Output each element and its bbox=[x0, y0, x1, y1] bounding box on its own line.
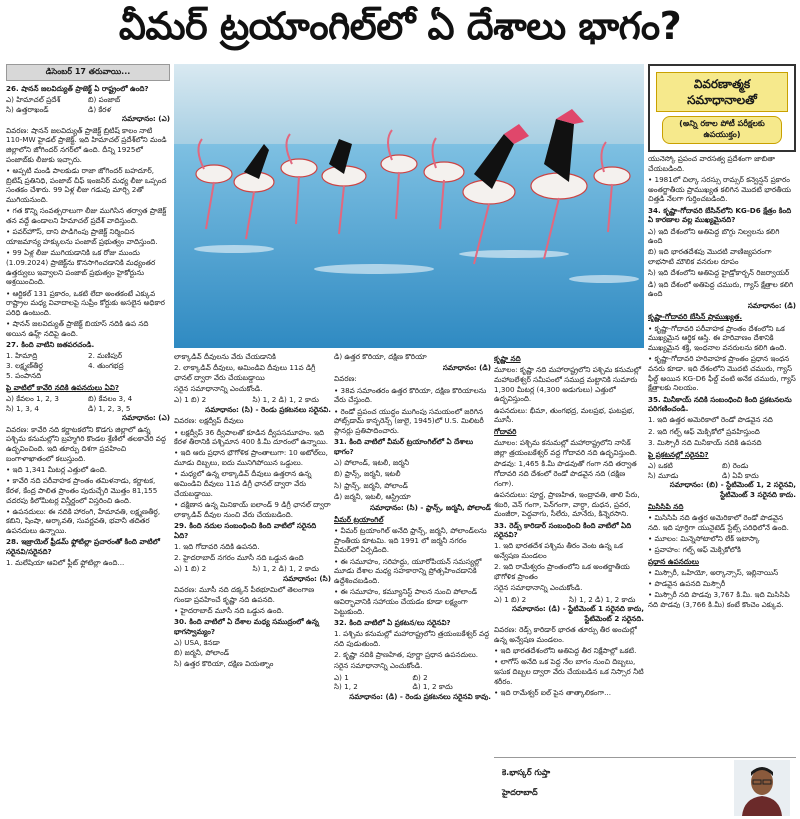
paragraph: ఎ) ఇది దేశంలోని అతిపెద్ద బొగ్గు నిల్వలను కలిగి ఉంది bbox=[648, 226, 780, 246]
option-text: ఎ) ఒకటి bbox=[648, 460, 673, 470]
question: 34. కృష్ణా-గోదావరి బేసిన్‌లోని KG-D6 క్షేత్రం కింది ఏ కారణాల వల్ల ముఖ్యమైనది? bbox=[648, 205, 792, 225]
paragraph: వివరణ: రెడ్స్ కారిడార్ భారత తూర్పు తీర అంచుల్లో ఉన్న అన్వేషణ మండలం. bbox=[494, 625, 637, 644]
paragraph: డి) ఇది దేశంలో అతిపెద్ద చమురు, గ్యాస్ క్షేత్రాల కలిగి ఉంది bbox=[648, 279, 794, 299]
question: 32. కింది వాటిలో ఏ ప్రకటన/లు సరైనవి? bbox=[334, 617, 451, 627]
question: 26. షానన్ జలవిద్యుత్ ప్రాజెక్ట్ ఏ రాష్ట్రంలో ఉంది? bbox=[6, 83, 149, 93]
paragraph: ఎ) పోలాండ్, ఇటలీ, జర్మనీ bbox=[334, 458, 409, 468]
option-text: ఎ) హిమాచల్ ప్రదేశ్ bbox=[6, 95, 61, 105]
paragraph: ఉపనదులు: పూర్ణ, ప్రాణహిత, ఇంద్రావతి, తాలి పేరు, శబరి, వెన్ గంగా, పెన్‌గంగా, వార్ధా, దుధన, ప్రవర, మంజీరా, పెద్దవాగు, సీలేరు, మానేరు, కిన్నెరసాని. bbox=[494, 489, 640, 519]
paragraph: సరైన సమాధానాన్ని ఎంచుకోండి. bbox=[334, 661, 423, 671]
option-text: సి) 1, 3, 4 bbox=[6, 403, 39, 413]
paragraph: మూలం: పశ్చిమ కనుమల్లో మహారాష్ట్రలోని నాసిక్ జిల్లా త్రయంబకేశ్వర్ వద్ద గోదావరి నది ఉద్భవిస్తుంది. bbox=[494, 438, 638, 457]
option-row bbox=[648, 461, 796, 471]
option-text: డి) 1, 2 కాదు bbox=[412, 682, 453, 692]
column-5-body bbox=[648, 154, 796, 610]
paragraph: 2. హైదరాబాద్ నగరం మూసీ నది ఒడ్డున ఉంది bbox=[174, 553, 304, 563]
paragraph: • మిస్సౌరీ, ఒహియో, అర్కాన్సాస్, ఇల్లినాయిస్ bbox=[648, 568, 779, 578]
question: 29. కింది నదుల సంబంధించి కింది వాటిలో సరైనది ఏది? bbox=[174, 521, 317, 540]
option-text: బి) కేవలం 3, 4 bbox=[88, 393, 133, 403]
option-text: 1. హిమాద్రి bbox=[6, 351, 38, 361]
option-text: ఎ) 1 bbox=[334, 672, 349, 682]
paragraph: • ఇది భారతదేశంలోని అతిపెద్ద తీర నిక్షేపాల్లో ఒకటి. bbox=[494, 646, 637, 656]
paragraph: • వీమర్ ట్రయాంగిల్ అనేది ఫ్రాన్స్, జర్మనీ, పోలాండ్‌లను ప్రాంతీయ కూటమి. ఇది 1991 లో జర్మనీ నగరం వీమర్‌లో ఏర్పడింది. bbox=[334, 526, 487, 555]
date-box: డిసెంబర్ 17 తరువాయి... bbox=[6, 64, 170, 81]
info-box-title: వివరణాత్మక సమాధానాలతో bbox=[656, 72, 788, 112]
option-text: సి) 1, 2 డి) 1, 2 కాదు bbox=[252, 395, 319, 405]
option-row bbox=[6, 105, 170, 115]
paragraph: సి) ఉత్తర కొరియా, దక్షిణ వియత్నాం bbox=[174, 659, 274, 669]
option-row bbox=[6, 404, 170, 414]
option-text: బి) 2 bbox=[412, 672, 428, 682]
column-3-body bbox=[334, 352, 491, 702]
question: 35. మినీకాయ్ నదికి సంబంధించి కింది ప్రకటనలను పరిగణించండి. bbox=[648, 394, 792, 414]
paragraph: • రెండో ప్రపంచ యుద్ధం ముగింపు సమయంలో జరిగిన పోట్స్‌డామ్ కాన్ఫరెన్స్ (జులై, 1945)లో U.S. మిలిటరీ ప్లానర్లు ప్రతిపాదించారు. bbox=[334, 406, 484, 436]
question: 27. కింది వాటిని జతపరచండి. bbox=[6, 340, 95, 350]
paragraph: • ఇది ఆరు ప్రధాన భౌగోళిక ప్రాంతాలుగా: 10 అటోల్‌లు, మూడు దిబ్బలు, ఐదు మునిగిపోయిన ఒడ్డులు. bbox=[174, 448, 328, 468]
paragraph: • ఇది 1,341 మీటర్ల ఎత్తులో ఉంది. bbox=[6, 464, 108, 474]
paragraph: మూలం: కృష్ణా నది మహారాష్ట్రలోని పశ్చిమ కనుమల్లో మహాబలేశ్వర్ సమీపంలో సముద్ర మట్టానికి సుమారు 1,300 మీటర్ల (4,300 అడుగులు) ఎత్తులో ఉద్భవిస్తుంది. bbox=[494, 365, 641, 404]
paragraph: సరైన సమాధానాన్ని ఎంచుకోండి. bbox=[494, 583, 583, 593]
option-text: ఎ) USA, కెనడా bbox=[174, 638, 220, 648]
paragraph: • కృష్ణా-గోదావరి పరీవాహక ప్రాంతం దేశంలోని ఒక ముఖ్యమైన ఆర్థిక ఆస్తి. ఈ హరివాణం దేశానికి ముఖ్యమైన శక్తి, ఇంధనాల వనరులను కలిగి ఉంది. bbox=[648, 323, 787, 352]
paragraph: బి) ఫ్రాన్స్, జర్మనీ, ఇటలీ bbox=[334, 469, 401, 479]
paragraph: 2. లాక్కాడివ్ దీవులు, అమిండివి దీవులు 11వ డిగ్రీ ఛానల్ ద్వారా వేరు చేయబడ్డాయి bbox=[174, 363, 316, 382]
option-text: సి) 1, 2 డి) 1, 2 కాదు bbox=[252, 564, 319, 574]
answer-line: సమాధానం: (డి) - రెండు ప్రకటనలు సరైనవి కావు. bbox=[349, 692, 491, 701]
answer-line: సమాధానం: (డి) bbox=[442, 363, 491, 373]
paragraph: • మధ్యలో ఉన్న లాక్కాడివ్ దీవులు ఉత్తరాన ఉన్న అమిండివి దీవులు 11వ డిగ్రీ ఛానల్ ద్వారా వేరు చేయబడ్డాయి. bbox=[174, 469, 312, 498]
paragraph: • అప్పటి మండి పాలకుడు రాజా జోగిందర్ బహదూర్, బ్రిటిష్ ప్రతినిధి, పంజాబ్ చీఫ్ ఇంజనీర్ మధ్య లీజు ఒప్పంద సంతకం చేశారు. 99 ఏళ్ల లీజు గడువు మార్చి 2తో ముగియనుంది. bbox=[6, 166, 167, 205]
paragraph: • హైదరాబాద్ మూసీ నది ఒడ్డున ఉంది. bbox=[174, 606, 284, 616]
option-text: సి) మూడు bbox=[648, 470, 679, 480]
paragraph: 1. ఇది భారతదేశ పశ్చిమ తీరం వెంట ఉన్న ఒక అన్వేషణ మండలం bbox=[494, 541, 623, 561]
question: 31. కింది వాటిలో వీమర్ ట్రయాంగిల్‌లో ఏ దేశాలు భాగం? bbox=[334, 437, 474, 456]
paragraph: • ఇది రామేశ్వర్ ఐల్ పైన తాత్కాలికంగా... bbox=[494, 688, 612, 697]
paragraph: 1. ఇది గోదావరి నదికి ఉపనది. bbox=[174, 541, 260, 551]
option-text: సి) ఉత్తరాఖండ్ bbox=[6, 104, 49, 114]
question: 28. ఇజ్రాయెల్ ఫ్రీడమ్ ఫ్లోటిల్లా ప్రచారంతో కింది వాటిలో సరైనవి/సరైనది? bbox=[6, 537, 160, 557]
paragraph: యునెస్కో ప్రపంచ వారసత్వ ప్రదేశంగా జాబితా చేయబడింది. bbox=[648, 154, 775, 173]
option-text: ఎ) కేవలం 1, 2, 3 bbox=[6, 393, 59, 403]
option-row bbox=[334, 673, 491, 683]
column-4-body bbox=[494, 354, 644, 698]
paragraph: • 1981లో చిల్కా సరస్సు రామ్సర్ కన్వెన్షన్ ప్రకారం అంతర్జాతీయ ప్రాముఖ్యత కలిగిన మొదటి భారతీయ చిత్తడి నేలగా గుర్తించబడింది. bbox=[648, 174, 792, 204]
column-1-body bbox=[6, 84, 170, 568]
column-2-body bbox=[174, 352, 331, 669]
paragraph: • కృష్ణా-గోదావరి హరివాహక ప్రాంతం ప్రధాన ఇంధన వనరు కూడా. ఇది దేశంలోని మొదటి చమురు, గ్యాస్ ఫీల్డ్ అయిన KG-D6 ఫీల్డ్ వంటి అనేక చమురు, గ్యాస్ క్షేత్రాలకు నిలయం. bbox=[648, 354, 796, 393]
paragraph: • ఈ సమూహం, కమ్యూనిస్ట్ పాలన నుంచి పోలాండ్ ఆవిర్భావానికి సహాయం చేయడం కూడా లక్ష్యంగా పెట్టుకుంది. bbox=[334, 587, 478, 616]
paragraph: • మిస్సౌరీ నది పొడవు 3,767 కి.మీ. ఇది మిసిసిపి నది పొడవు (3,766 కి.మీ) కంటే కొంచెం ఎక్కువ. bbox=[648, 590, 790, 610]
paragraph: పొడవు: 1,465 కి.మీ పొడవుతో గంగా నది తర్వాత గోదావరి నది దేశంలో రెండో పొడవైన నది (దక్షిణ గంగా). bbox=[494, 459, 637, 488]
column-1 bbox=[6, 64, 170, 819]
option-text: బి) రెండు bbox=[722, 460, 749, 470]
option-row bbox=[6, 361, 170, 371]
paragraph: • గత కొన్ని సంవత్సరాలుగా లీజు ముగిసిన తర్వాత ప్రాజెక్ట్ తన వద్దే ఉండాలని హిమాచల్ ప్రదేశ్ వాదిస్తుంది. bbox=[6, 206, 167, 226]
option-text: ఎ) 1 బి) 2 bbox=[174, 395, 207, 405]
option-text: డి) ఏవీ కాదు bbox=[722, 470, 759, 480]
question: 30. కింది వాటిలో ఏ దేశాల మధ్య సముద్రంలో ఉన్న భాగస్వామ్యం? bbox=[174, 617, 319, 637]
paragraph: • ఆర్టికల్ 131 ప్రకారం, ఒకటి లేదా అంతకంటే ఎక్కువ రాష్ట్రాల మధ్య వివాదాలపై సుప్రీం కోర్టుకు అసలైన అధికార పరిధి ఉంటుంది. bbox=[6, 288, 165, 318]
paragraph: • లాగోస్ అనేది ఒక పెద్ద నేల బాగం నుంచి దిబ్బలు, ఇసుక దిబ్బల ద్వారా వేరు చేయబడిన ఒక నిస్సార నీటి శరీరం. bbox=[494, 657, 644, 686]
paragraph: వివరణ: షానన్ జలవిద్యుత్ ప్రాజెక్ట్ బ్రిటిష్ కాలం నాటి 110-MW హైడల్ ప్రాజెక్ట్. ఇది హిమాచల్ ప్రదేశ్‌లోని మండి జిల్లాలోని జోగిందర్ నగర్‌లో ఉంది. దీన్ని 1925లో పంజాబ్‌కు లీజుకు ఇచ్చారు. bbox=[6, 125, 167, 164]
paragraph: • 99 ఏళ్ల లీజు ముగియడానికి ఒక రోజు ముందు (1.09.2024) ప్రాజెక్ట్‌ను కొనసాగించడానికి మధ్యంతర ఉత్తర్వులు ఇవ్వాలని పంజాబ్ ప్రభుత్వం హైకోర్టును ఆశ్రయించింది. bbox=[6, 248, 156, 287]
subheading: ప్రధాన ఉపనదులు bbox=[648, 556, 699, 566]
option-row bbox=[6, 95, 170, 105]
paragraph: 5. పంపానది bbox=[6, 370, 42, 380]
paragraph: • ఉపనదులు: ఈ నదికి హారంగి, హేమావతి, లక్ష్మణతీర్థ, కబిని, షింషా, అర్కావతి, సువర్ణవతి, భవానీ తదితర ఉపనదులు ఉన్నాయి. bbox=[6, 506, 161, 536]
subheading: వీమర్ ట్రయాంగిల్ bbox=[334, 514, 384, 524]
option-text bbox=[253, 638, 332, 648]
paragraph: 1. పశ్చిమ కనుమల్లో మహారాష్ట్రలోని త్రయంబకేశ్వర్ వద్ద నది పుడుతుంది. bbox=[334, 629, 490, 648]
paragraph: • ఈ సమూహం, సరిహద్దు, యూరోపియన్ సమస్యల్లో మూడు దేశాల మధ్య సహకారాన్ని ప్రోత్సహించడానికి ఉద్దేశించబడింది. bbox=[334, 556, 482, 586]
subheading: కృష్ణా-గోదావరి బేసిన్ ప్రాముఖ్యత. bbox=[648, 312, 743, 322]
paragraph: 3. మిస్సౌరీ నది మినీకాయ్ నదికి ఉపనది bbox=[648, 437, 762, 447]
answer-line: సమాధానం: (ఎ) bbox=[122, 114, 170, 124]
paragraph: సి) ఫ్రాన్స్, జర్మనీ, పోలాండ్ bbox=[334, 480, 408, 490]
subheading: గోదావరి bbox=[494, 427, 517, 437]
option-row bbox=[6, 351, 170, 361]
paragraph: • కావేరి నది పరీవాహక ప్రాంతం తమిళనాడు, కర్ణాటక, కేరళ, కేంద్ర పాలిత ప్రాంతం పుదుచ్చేరి మొత్తం 81,155 చదరపు కిలోమీటర్ల విస్తీర్ణంలో విస్తరించి ఉంది. bbox=[6, 476, 158, 505]
option-text: 4. తుంగభద్ర bbox=[88, 361, 124, 371]
subheading: మిసిసిపి నది bbox=[648, 501, 684, 511]
column-5 bbox=[648, 154, 796, 819]
author-block bbox=[494, 757, 796, 817]
page-headline: వీమర్ ట్రయాంగిల్‌లో ఏ దేశాలు భాగం? bbox=[0, 0, 800, 62]
paragraph: డి) జర్మనీ, ఇటలీ, ఆస్ట్రియా bbox=[334, 491, 411, 501]
paragraph: 1. మలేషియా ఆవిలో ఫ్లీట్ ఫ్లోటిల్లా ఉంది... bbox=[6, 558, 125, 568]
answer-line: సమాధానం: (డి) bbox=[747, 300, 796, 310]
flamingo-photo bbox=[174, 64, 644, 348]
option-row bbox=[174, 564, 331, 574]
option-row bbox=[648, 471, 796, 481]
answer-line: సమాధానం: (సి) - రెండు ప్రకటనలు సరైనవి. bbox=[205, 405, 331, 415]
paragraph: బి) జర్మనీ, పోలాండ్ bbox=[174, 648, 230, 658]
column-2 bbox=[174, 352, 331, 819]
paragraph: సి) ఇది దేశంలోని అతిపెద్ద హైడ్రోకార్బన్ రిజర్వాయర్ bbox=[648, 268, 790, 278]
info-box-subtitle: (అన్ని రకాల పోటీ పరీక్షలకు ఉపయుక్తం) bbox=[662, 116, 782, 144]
paragraph: వివరణ: bbox=[334, 374, 357, 384]
paragraph: లాక్కాడివ్ దీవులను వేరు చేయడానికి bbox=[174, 352, 276, 361]
option-text: సి) 1, 2 డి) 1, 2 కాదు bbox=[569, 594, 636, 604]
answer-line: సమాధానం: (సి) - ఫ్రాన్స్, జర్మనీ, పోలాండ్ bbox=[370, 503, 491, 513]
info-box bbox=[648, 64, 796, 152]
option-row bbox=[174, 395, 331, 405]
answer-line: సమాధానం: (బి) - స్టేటిమెంట్ 1, 2 సరైనవి, స్టేటిమెంట్ 3 సరైనది కాదు. bbox=[669, 480, 796, 499]
paragraph: ఉపనదులు: భీమా, తుంగభద్ర, మలప్రభ, ఘటప్రభ, మూసీ. bbox=[494, 405, 635, 425]
option-row bbox=[494, 595, 644, 605]
option-row bbox=[334, 682, 491, 692]
option-text: 2. మణిపుర్ bbox=[88, 351, 123, 361]
column-4 bbox=[494, 352, 644, 752]
paragraph: • పవర్‌హౌస్, దాని పొడిగింపు ప్రాజెక్ట్ నిర్మించిన యాజమాన్య హక్కులను పంజాబ్ ప్రభుత్వం వాదిస్తుంది. bbox=[6, 227, 158, 247]
subheading: పై వాటిలో కావేరి నదికి ఉపనదులు ఏవి? bbox=[6, 382, 120, 392]
author-city: హైదరాబాద్ bbox=[502, 788, 538, 797]
option-text: డి) కేరళ bbox=[88, 104, 112, 114]
paragraph: • ప్రవాహం: గల్ఫ్ ఆఫ్ మెక్సికోలోకి bbox=[648, 545, 741, 555]
paragraph: 1. ఇది ఉత్తర అమెరికాలో రెండో పొడవైన నది bbox=[648, 415, 773, 425]
option-row bbox=[6, 394, 170, 404]
option-row bbox=[174, 638, 331, 648]
paragraph: • పొడవైన ఉపనది మిస్సౌరీ bbox=[648, 579, 726, 589]
paragraph: • 38వ సమాంతరం ఉత్తర కొరియా, దక్షిణ కొరియాలను వేరు చేస్తుంది. bbox=[334, 385, 487, 405]
author-portrait bbox=[734, 760, 790, 816]
option-text: ఎ) 1 బి) 2 bbox=[174, 564, 207, 574]
paragraph: • షానన్ జలవిద్యుత్ ప్రాజెక్ట్ బియాస్ నదికి ఉప నది అయిన ఉహ్ల్ నదిపై ఉంది. bbox=[6, 319, 149, 339]
paragraph: • మిసిసిపి నది ఉత్తర అమెరికాలో రెండో పొడవైన నది. ఇది పూర్తిగా యునైటెడ్ స్టేట్స్ పరిధిలోనే ఉంది. bbox=[648, 512, 789, 532]
paragraph: బి) ఇది భారతదేశపు మొదటి వాణిజ్యపరంగా లాభసాటి మౌలిక వనరుల రూపం bbox=[648, 247, 772, 267]
paragraph: 2. ఇది గల్ఫ్ ఆఫ్ మెక్సికోలో ప్రవహిస్తుంది bbox=[648, 426, 760, 436]
paragraph: 2. ఇది రామేశ్వరం ప్రాంతంలోని ఒక అంతర్జాతీయ భౌగోళిక ప్రాంతం bbox=[494, 562, 630, 582]
answer-line: సమాధానం: (ఎ) bbox=[122, 413, 170, 423]
subheading: పై ప్రకటనల్లో సరైనవి? bbox=[648, 449, 709, 459]
answer-line: సమాధానం: (డి) - స్టేటిమెంట్ 1 సరైనది కాదు, స్టేటిమెంట్ 2 సరైనది. bbox=[511, 604, 644, 623]
column-3 bbox=[334, 352, 491, 819]
option-text: ఎ) 1 బి) 2 bbox=[494, 594, 527, 604]
option-text: సి) 1, 2 bbox=[334, 682, 358, 692]
paragraph: వివరణ: కావేరి నది కర్ణాటకలోని కొడగు జిల్లాలో ఉన్న పశ్చిమ కనుమల్లోని బ్రహ్మగిరి కొండల శ్రేణిలో తలకావేరి వద్ద ఉద్భవించింది. ఇది తూర్పు దిశగా ప్రవహించి బంగాళాఖాతంలో కలుస్తుంది. bbox=[6, 424, 166, 463]
option-text: 3. లక్ష్మణ్‌తీర్థ bbox=[6, 361, 43, 371]
author-name: కె.భాస్కర్ గుప్తా bbox=[502, 768, 551, 777]
option-text: బి) పంజాబ్ bbox=[88, 95, 121, 105]
paragraph: వివరణ: లక్షద్వీప్ దీవులు bbox=[174, 416, 244, 426]
paragraph: • దక్షిణాన ఉన్న మినికాయ్ ఐలాండ్ 9 డిగ్రీ ఛానల్ ద్వారా లాక్కాడివ్ దీవుల నుంచి వేరు చేయబడింది. bbox=[174, 500, 331, 519]
paragraph: 2. కృష్ణా నదికి ప్రాణహిత, పూర్ణా ప్రధాన ఉపనదులు. bbox=[334, 650, 478, 660]
subheading: కృష్ణా నది bbox=[494, 354, 521, 363]
paragraph: డి) ఉత్తర కొరియా, దక్షిణ కొరియా bbox=[334, 352, 427, 361]
paragraph: • మూలం: మిన్నెసోటాలోని లేక్ ఇటాస్కా bbox=[648, 533, 760, 543]
paragraph: వివరణ: మూసీ నది దక్కన్ పీఠభూమిలో తెలంగాణ గుండా ప్రవహించే కృష్ణా నది ఉపనది. bbox=[174, 585, 315, 605]
paragraph: సరైన సమాధానాన్ని ఎంచుకోండి. bbox=[174, 384, 263, 394]
option-text: డి) 1, 2, 3, 5 bbox=[88, 403, 131, 413]
answer-line: సమాధానం: (సి) bbox=[283, 574, 331, 584]
paragraph: • లక్షద్వీప్ 36 ద్వీపాలతో కూడిన ద్వీపసమూహం. ఇది కేరళ తీరానికి పశ్చిమాన 400 కి.మీ దూరంలో ఉన్నాయి. bbox=[174, 427, 329, 447]
question: 33. రెడ్స్ కారిడార్ సంబంధించి కింది వాటిలో ఏది సరైనవి? bbox=[494, 520, 632, 540]
